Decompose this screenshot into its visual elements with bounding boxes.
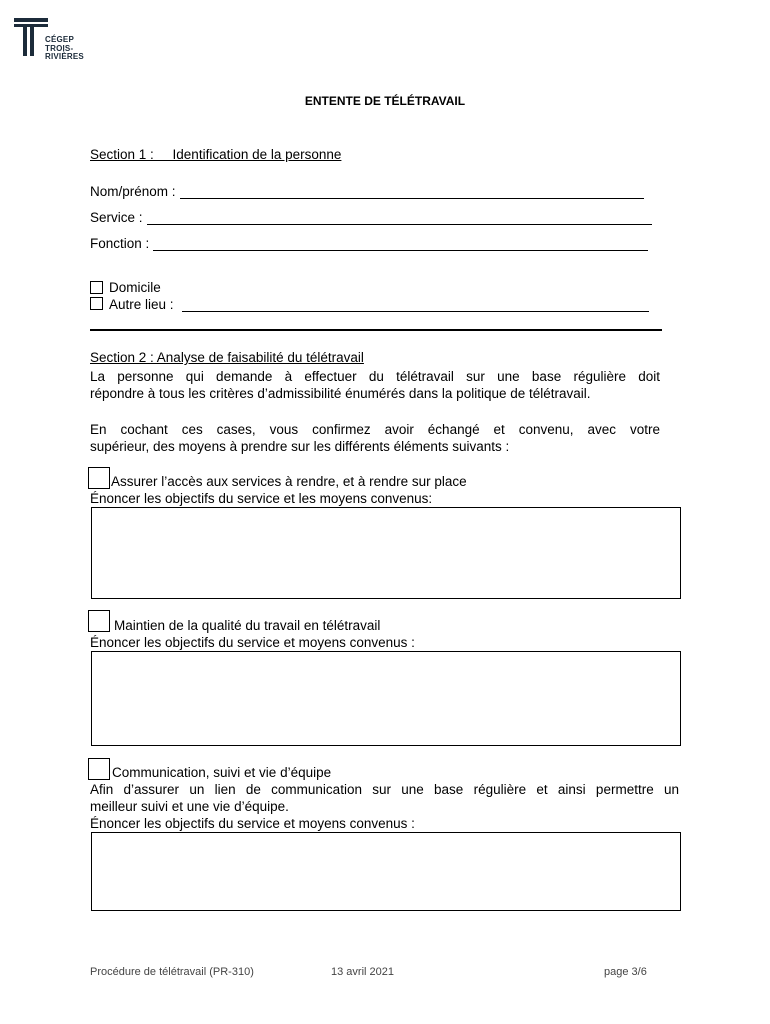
communication-desc-line-1: Afin d’assurer un lien de communication sur une base régulière et ainsi permettre un: [90, 782, 679, 797]
work-quality-answer-box[interactable]: [91, 651, 681, 746]
confirm-line-2: supérieur, des moyens à prendre sur les différents éléments suivants :: [90, 439, 510, 454]
work-quality-prompt: Énoncer les objectifs du service et moyens convenus :: [90, 635, 415, 650]
communication-answer-box[interactable]: [91, 832, 681, 911]
access-services-checkbox[interactable]: [88, 467, 110, 489]
name-label: Nom/prénom :: [90, 184, 176, 199]
communication-checkbox[interactable]: [88, 758, 110, 780]
communication-desc-line-2: meilleur suivi et une vie d’équipe.: [90, 799, 289, 814]
footer-date: 13 avril 2021: [331, 966, 394, 978]
work-quality-checkbox[interactable]: [88, 610, 110, 632]
footer-page-number: page 3/6: [604, 966, 647, 978]
section-2-intro-line-1: La personne qui demande à effectuer du télétravail sur une base régulière doit: [90, 369, 660, 384]
service-label: Service :: [90, 210, 143, 225]
service-input-line[interactable]: [147, 211, 652, 225]
logo-line-1: CÉGEP: [45, 35, 75, 44]
access-services-label: Assurer l’accès aux services à rendre, et à rendre sur place: [111, 474, 467, 489]
cegep-logo-text: [45, 36, 84, 62]
function-input-line[interactable]: [153, 237, 648, 251]
footer-document-name: Procédure de télétravail (PR-310): [90, 966, 254, 978]
domicile-checkbox[interactable]: [90, 281, 103, 294]
document-title: ENTENTE DE TÉLÉTRAVAIL: [304, 94, 466, 108]
logo-line-2: TROIS-: [45, 43, 74, 53]
access-services-prompt: Énoncer les objectifs du service et les moyens convenus:: [90, 491, 433, 506]
access-services-answer-box[interactable]: [91, 507, 681, 599]
confirm-line-1: En cochant ces cases, vous confirmez avoir échangé et convenu, avec votre: [90, 422, 660, 437]
other-location-label: Autre lieu :: [109, 297, 174, 312]
name-input-line[interactable]: [180, 185, 644, 199]
other-location-input-line[interactable]: [182, 298, 649, 312]
section-2-heading: Section 2 : Analyse de faisabilité du télétravail: [90, 350, 364, 365]
section-divider: [90, 329, 662, 331]
logo-line-3: RIVIÈRES: [45, 52, 84, 61]
domicile-label: Domicile: [109, 279, 161, 295]
communication-prompt: Énoncer les objectifs du service et moyens convenus :: [90, 816, 415, 831]
function-label: Fonction :: [90, 236, 150, 251]
service-field-row: [90, 207, 652, 225]
cegep-logo-icon: [14, 18, 48, 58]
name-field-row: [90, 181, 644, 199]
work-quality-label: Maintien de la qualité du travail en télétravail: [114, 618, 381, 633]
function-field-row: [90, 233, 648, 251]
communication-label: Communication, suivi et vie d’équipe: [112, 765, 332, 780]
other-location-checkbox[interactable]: [90, 297, 103, 310]
section-1-heading: Section 1 : Identification de la personne: [90, 147, 342, 162]
other-location-option: [90, 294, 649, 312]
section-2-intro-line-2: répondre à tous les critères d’admissibilité énumérés dans la politique de télétravail.: [90, 386, 591, 401]
